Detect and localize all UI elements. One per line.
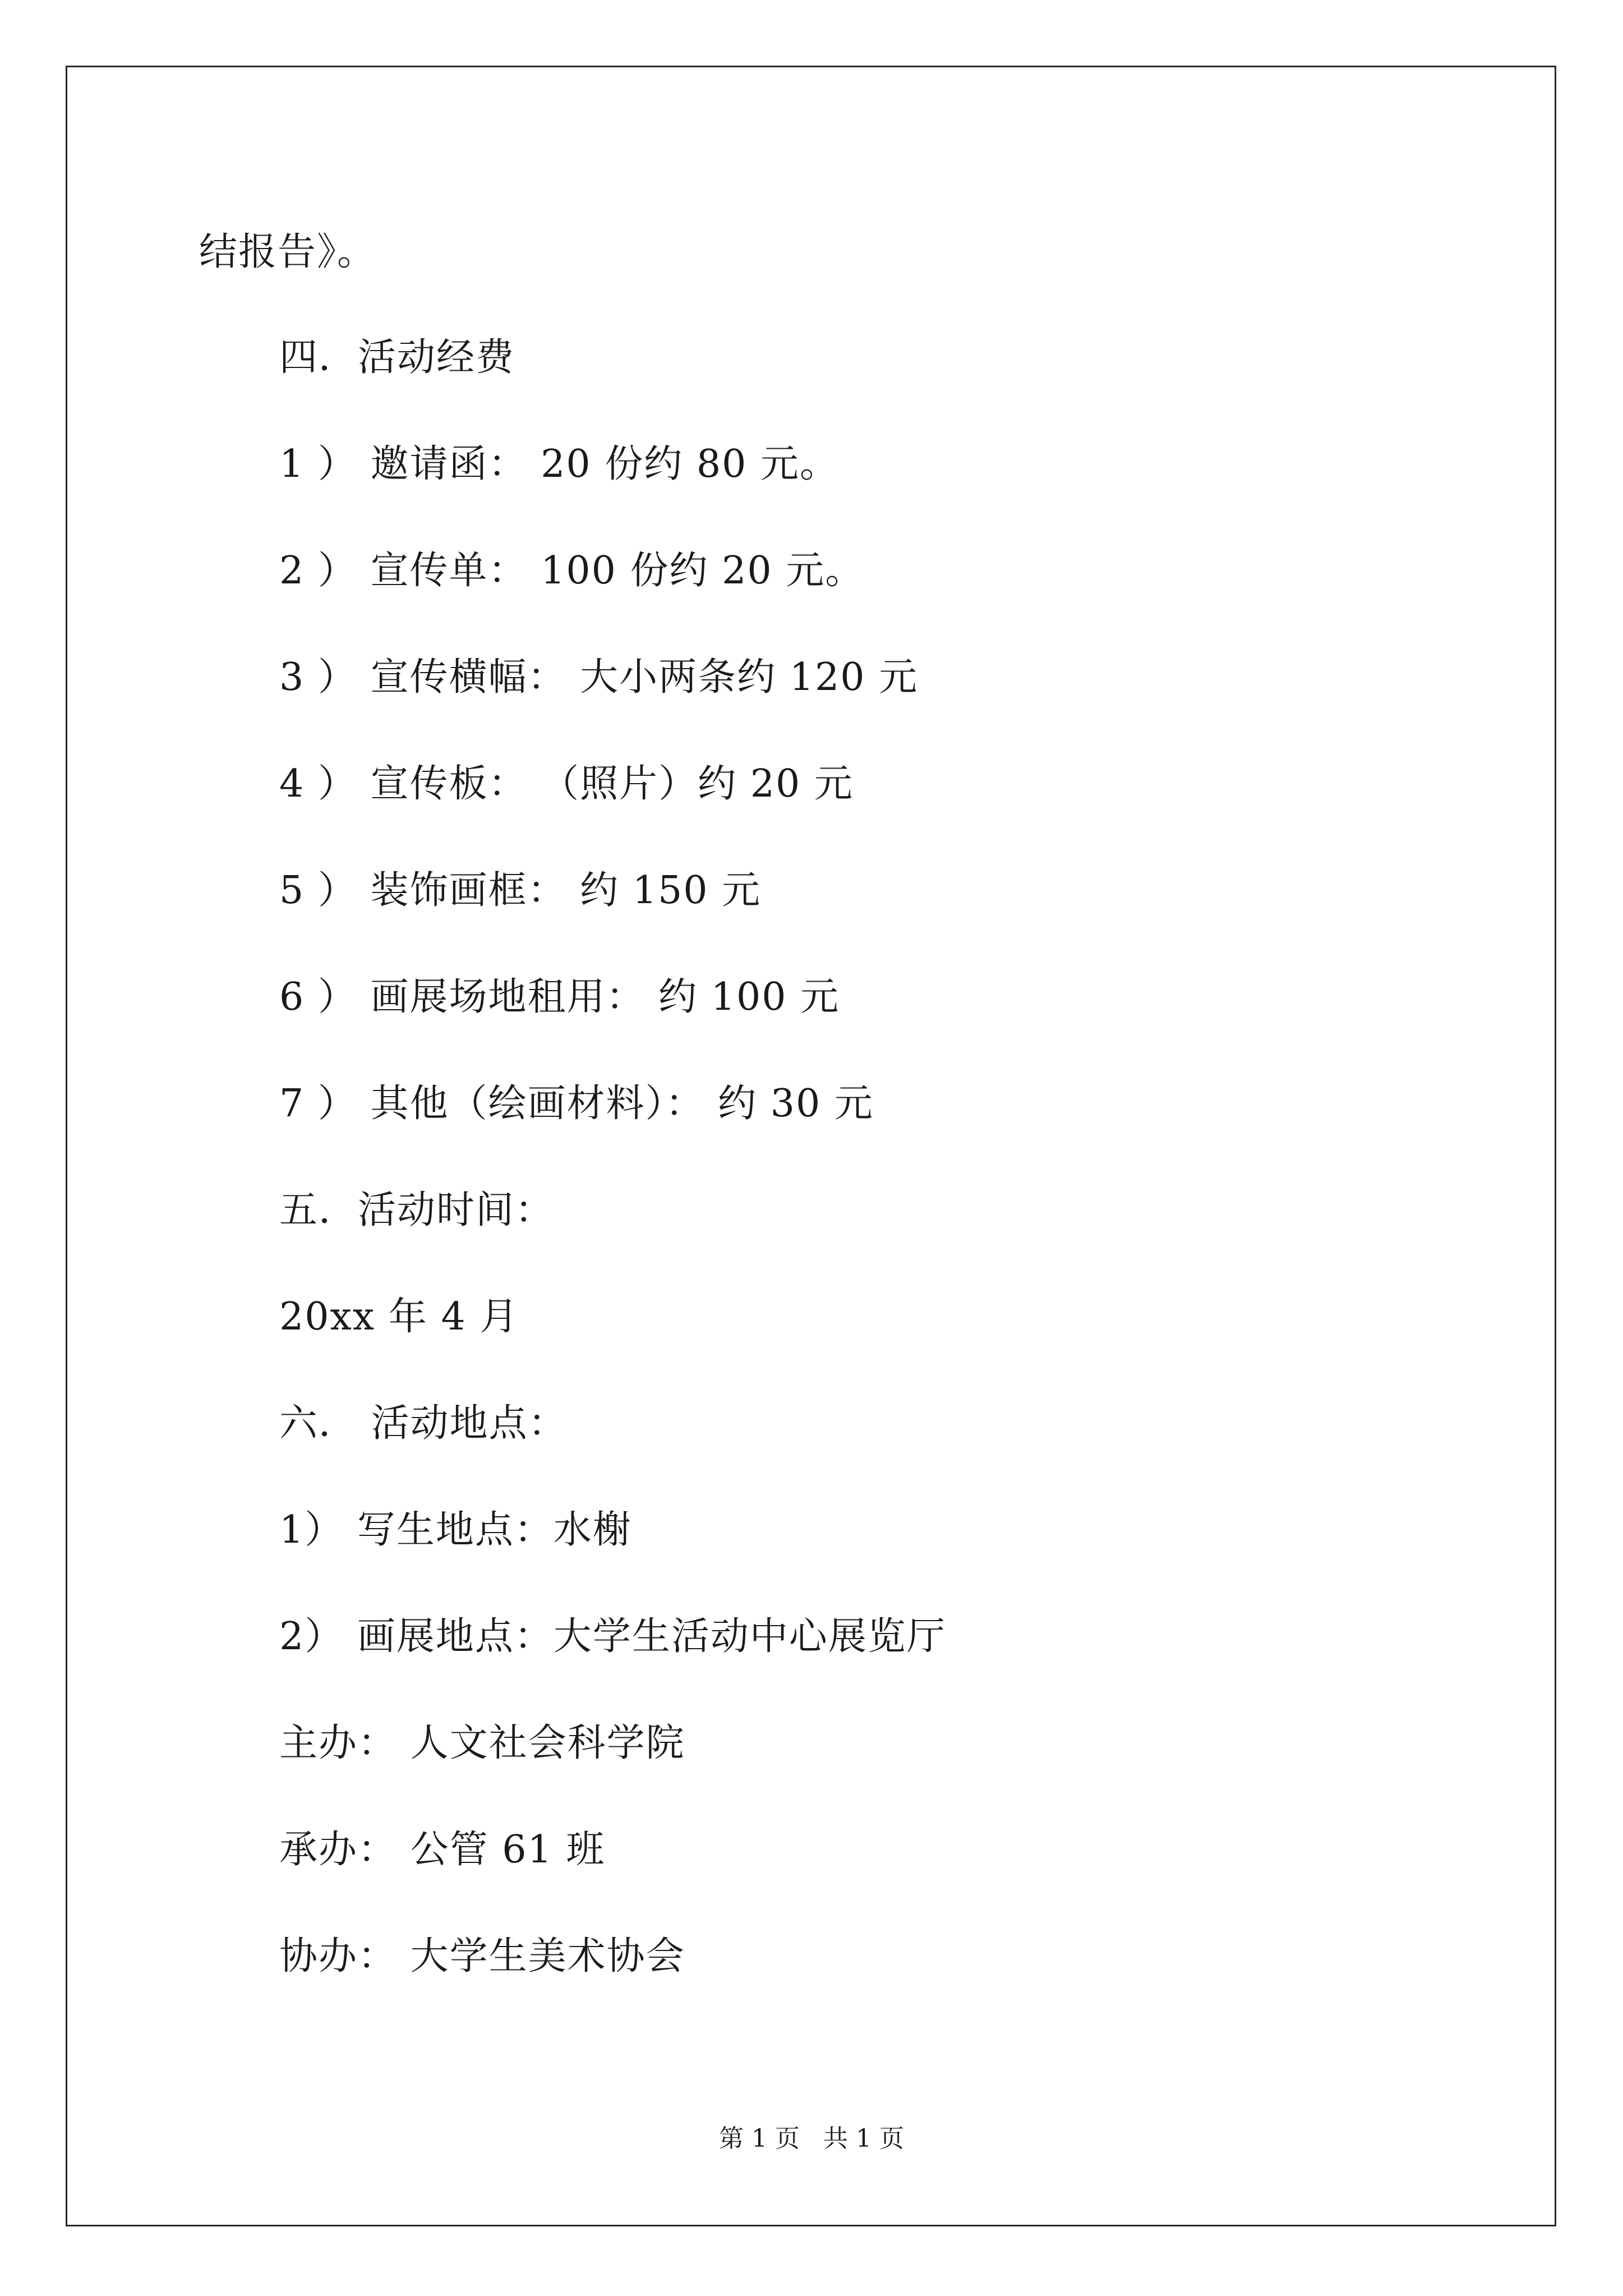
- location-sketch: 1） 写生地点：水榭: [279, 1508, 632, 1552]
- page-border: [66, 66, 1556, 2226]
- organizer-co-organizer: 协办： 大学生美术协会: [279, 1934, 685, 1978]
- heading-activity-location: 六． 活动地点：: [279, 1401, 568, 1446]
- text-line-continuation: 结报告》。: [199, 230, 377, 274]
- activity-time-value: 20xx 年 4 月: [279, 1295, 519, 1339]
- location-exhibition: 2） 画展地点：大学生活动中心展览厅: [279, 1614, 946, 1659]
- budget-item-board: 4 ） 宣传板： （照片）约 20 元: [279, 762, 854, 806]
- budget-item-other: 7 ） 其他（绘画材料）： 约 30 元: [279, 1082, 874, 1126]
- budget-item-banner: 3 ） 宣传横幅： 大小两条约 120 元: [279, 655, 919, 700]
- organizer-host: 主办： 人文社会科学院: [279, 1721, 685, 1765]
- budget-item-venue: 6 ） 画展场地租用： 约 100 元: [279, 975, 840, 1019]
- page-number-footer: 第 1 页 共 1 页: [719, 2124, 904, 2153]
- organizer-undertaker: 承办： 公管 61 班: [279, 1828, 606, 1872]
- budget-item-invitation: 1 ） 邀请函： 20 份约 80 元。: [279, 442, 840, 486]
- budget-item-flyer: 2 ） 宣传单： 100 份约 20 元。: [279, 549, 865, 593]
- heading-activity-budget: 四．活动经费: [279, 335, 515, 380]
- heading-activity-time: 五．活动时间：: [279, 1188, 555, 1232]
- budget-item-frame: 5 ） 装饰画框： 约 150 元: [279, 868, 762, 913]
